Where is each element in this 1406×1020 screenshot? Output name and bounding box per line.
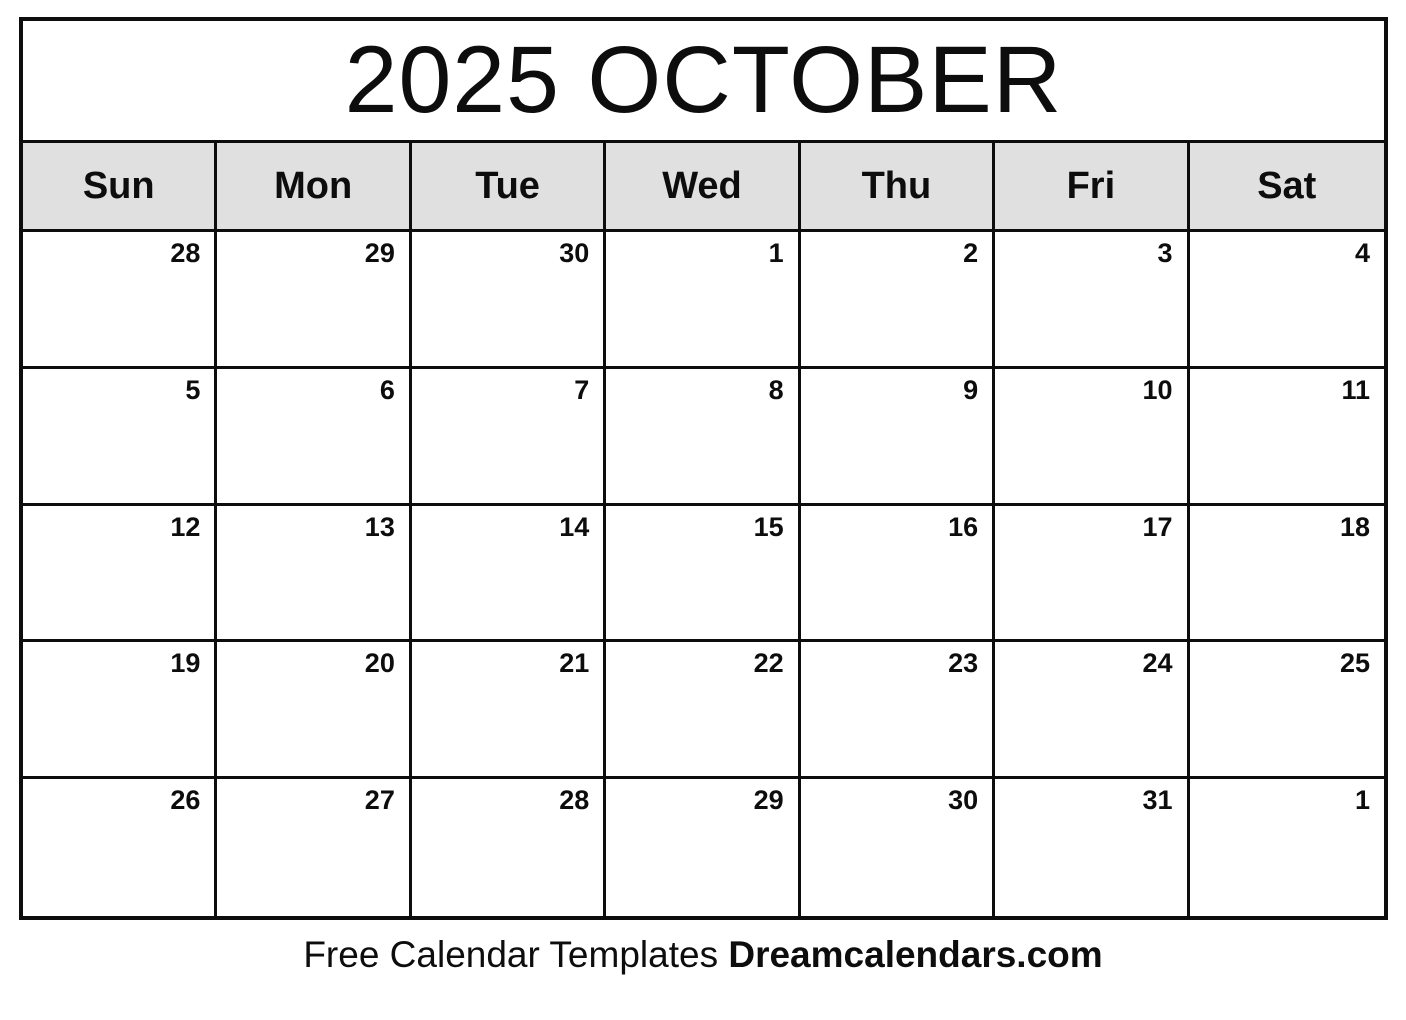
date-cell: 26 [23, 779, 217, 916]
date-cell: 1 [1190, 779, 1384, 916]
date-cell: 20 [217, 642, 411, 779]
footer [0, 934, 1406, 976]
date-cell: 16 [801, 506, 995, 643]
footer-text: Free Calendar Templates [303, 934, 719, 975]
day-header-mon: Mon [217, 143, 411, 232]
date-cell: 11 [1190, 369, 1384, 506]
date-cell: 19 [23, 642, 217, 779]
date-cell: 30 [801, 779, 995, 916]
date-cell: 29 [606, 779, 800, 916]
day-header-tue: Tue [412, 143, 606, 232]
date-cell: 22 [606, 642, 800, 779]
date-cell: 21 [412, 642, 606, 779]
date-cell: 27 [217, 779, 411, 916]
calendar-title: 2025 OCTOBER [23, 21, 1384, 143]
date-cell: 12 [23, 506, 217, 643]
day-header-sun: Sun [23, 143, 217, 232]
date-cell: 2 [801, 232, 995, 369]
date-cell: 1 [606, 232, 800, 369]
date-cell: 30 [412, 232, 606, 369]
date-cell: 8 [606, 369, 800, 506]
date-cell: 5 [23, 369, 217, 506]
date-cell: 7 [412, 369, 606, 506]
date-cell: 28 [23, 232, 217, 369]
day-header-fri: Fri [995, 143, 1189, 232]
day-header-sat: Sat [1190, 143, 1384, 232]
date-cell: 13 [217, 506, 411, 643]
date-cell: 4 [1190, 232, 1384, 369]
date-cell: 9 [801, 369, 995, 506]
date-cell: 24 [995, 642, 1189, 779]
date-cell: 14 [412, 506, 606, 643]
date-cell: 15 [606, 506, 800, 643]
date-cell: 31 [995, 779, 1189, 916]
date-cell: 25 [1190, 642, 1384, 779]
date-cell: 3 [995, 232, 1189, 369]
date-cell: 29 [217, 232, 411, 369]
calendar-grid [23, 143, 1384, 916]
brand-text: Dreamcalendars.com [728, 934, 1103, 975]
date-cell: 6 [217, 369, 411, 506]
date-cell: 23 [801, 642, 995, 779]
date-cell: 28 [412, 779, 606, 916]
date-cell: 18 [1190, 506, 1384, 643]
day-header-thu: Thu [801, 143, 995, 232]
date-cell: 17 [995, 506, 1189, 643]
day-header-wed: Wed [606, 143, 800, 232]
calendar [19, 17, 1388, 920]
date-cell: 10 [995, 369, 1189, 506]
